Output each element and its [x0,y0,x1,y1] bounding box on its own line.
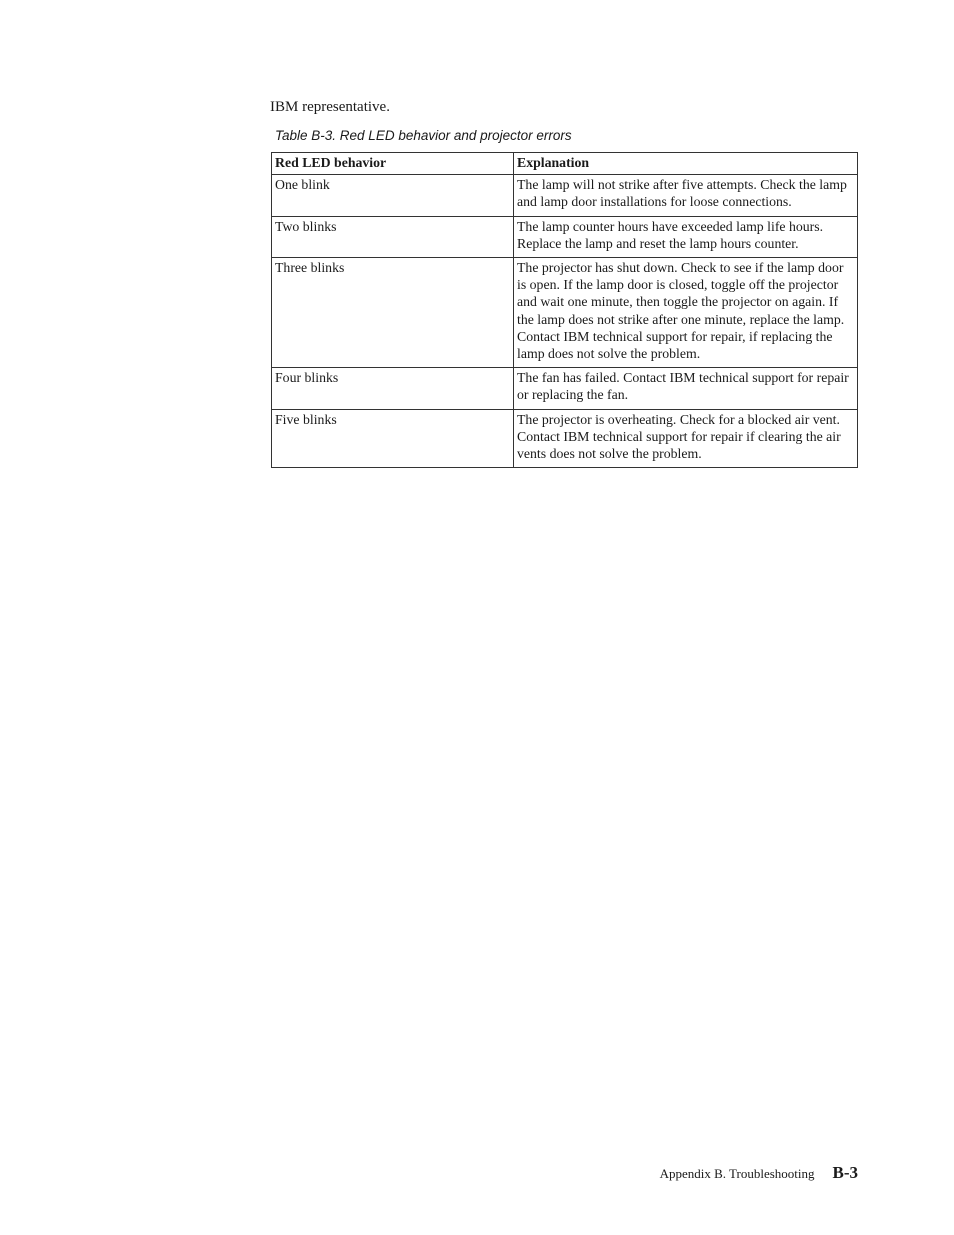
led-behavior-cell: Five blinks [272,409,514,468]
explanation-cell: The projector is overheating. Check for a blocked air vent. Contact IBM technical support for repair if clearing the air vents does not solve the problem. [514,409,858,468]
led-behavior-cell: Two blinks [272,216,514,257]
table-row [272,216,858,257]
footer-section-title: Appendix B. Troubleshooting [659,1166,815,1181]
explanation-cell: The lamp counter hours have exceeded lamp life hours. Replace the lamp and reset the lamp hours counter. [514,216,858,257]
explanation-cell: The lamp will not strike after five attempts. Check the lamp and lamp door installations for loose connections. [514,175,858,216]
explanation-cell: The fan has failed. Contact IBM technical support for repair or replacing the fan. [514,368,858,409]
table-row [272,368,858,409]
intro-text: IBM representative. [270,99,390,115]
header-explanation: Explanation [514,153,858,175]
led-behavior-cell: Four blinks [272,368,514,409]
table-header-row [272,153,858,175]
page-footer [660,1163,858,1183]
header-red-led-behavior: Red LED behavior [272,153,514,175]
led-behavior-cell: One blink [272,175,514,216]
explanation-cell: The projector has shut down. Check to see if the lamp door is open. If the lamp door is closed, toggle off the projector and wait one minute, then toggle the projector on again. If the lamp does not strike after one minute, replace the lamp. Contact IBM technical support for repair, if replacing the lamp does not solve the problem. [514,258,858,368]
led-behavior-cell: Three blinks [272,258,514,368]
table-row [272,258,858,368]
page-number: B-3 [832,1163,858,1182]
table-row [272,175,858,216]
table-row [272,409,858,468]
table-caption: Table B-3. Red LED behavior and projector errors [275,128,572,143]
led-behavior-table [271,152,858,468]
